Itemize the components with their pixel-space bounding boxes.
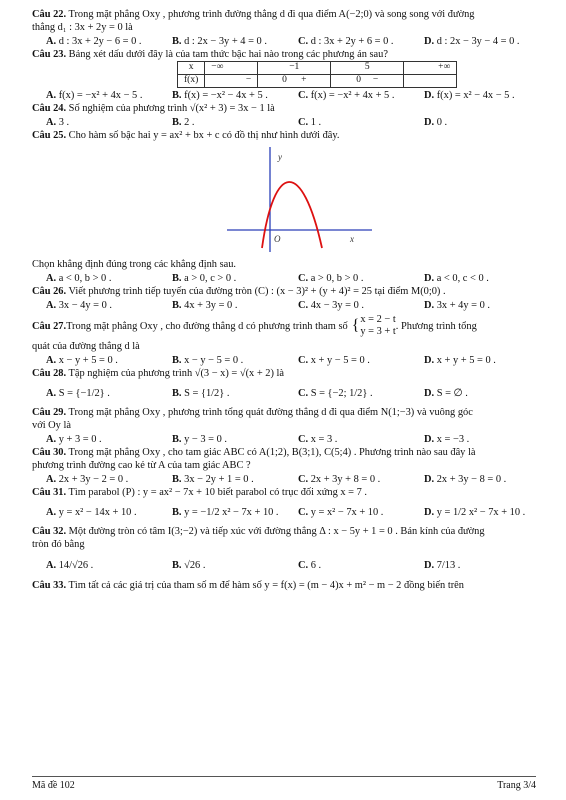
option-b[interactable]: B. x − y − 5 = 0 . xyxy=(172,354,244,366)
option-c[interactable]: C. 1 . xyxy=(298,116,322,128)
option-c[interactable]: C. 6 . xyxy=(298,559,322,571)
option-a[interactable]: A. y = x² − 14x + 10 . xyxy=(46,506,137,518)
origin-label: O xyxy=(274,234,281,244)
option-d[interactable]: D. 0 . xyxy=(424,116,448,128)
option-d[interactable]: D. y = 1/2 x² − 7x + 10 . xyxy=(424,506,526,518)
exam-page xyxy=(32,8,536,592)
option-d[interactable]: D. 2x + 3y − 8 = 0 . xyxy=(424,473,507,485)
option-b[interactable]: B. y = −1/2 x² − 7x + 10 . xyxy=(172,506,279,518)
options-29 xyxy=(32,432,536,446)
option-b[interactable]: B. y − 3 = 0 . xyxy=(172,433,228,445)
options-32 xyxy=(32,551,536,579)
options-28 xyxy=(32,380,536,406)
option-c[interactable]: C. y = x² − 7x + 10 . xyxy=(298,506,384,518)
option-a[interactable]: A. x − y + 5 = 0 . xyxy=(46,354,118,366)
question-27: Câu 27. Trong mặt phẳng Oxy , cho đường thẳng d có phương trình tham số { x = 2 − t y = 3 + t . Phương trình tổng xyxy=(32,314,477,337)
options-30 xyxy=(32,472,536,486)
option-b[interactable]: B. a > 0, c > 0 . xyxy=(172,272,237,284)
option-c[interactable]: C. 2x + 3y + 8 = 0 . xyxy=(298,473,381,485)
page-number: Trang 3/4 xyxy=(497,780,536,791)
page-footer xyxy=(32,776,536,793)
option-b[interactable]: B. 4x + 3y = 0 . xyxy=(172,299,238,311)
sign-table-fx: f(x) xyxy=(178,75,205,88)
option-a[interactable]: A. 2x + 3y − 2 = 0 . xyxy=(46,473,129,485)
question-32-cont: tròn đó bằng xyxy=(32,539,85,550)
option-c[interactable]: C. f(x) = −x² + 4x + 5 . xyxy=(298,89,395,101)
option-b[interactable]: B. √26 . xyxy=(172,559,206,571)
question-27-cont: quát của đường thẳng d là xyxy=(32,341,140,352)
question-32: Câu 32. Một đường tròn có tâm I(3;−2) và tiếp xúc với đường thẳng Δ : x − 5y + 1 = 0 . Bán kính của đường xyxy=(32,526,485,537)
option-d[interactable]: D. 3x + 4y = 0 . xyxy=(424,299,491,311)
option-a[interactable]: A. 3 . xyxy=(46,116,70,128)
question-23: Câu 23. Bảng xét dấu dưới đây là của tam thức bậc hai nào trong các phương án sau? xyxy=(32,49,388,60)
options-31 xyxy=(32,499,536,525)
question-29-cont: với Oy là xyxy=(32,420,71,431)
question-31: Câu 31. Tìm parabol (P) : y = ax² − 7x + 10 biết parabol có trục đối xứng x = 7 . xyxy=(32,487,368,498)
options-26 xyxy=(32,298,536,312)
options-27 xyxy=(32,353,536,367)
options-23 xyxy=(32,88,536,102)
option-c[interactable]: C. d : 3x + 2y + 6 = 0 . xyxy=(298,35,394,47)
option-d[interactable]: D. 7/13 . xyxy=(424,559,461,571)
option-b[interactable]: B. f(x) = −x² − 4x + 5 . xyxy=(172,89,268,101)
exam-code: Mã đề 102 xyxy=(32,780,75,791)
parabola-graph xyxy=(222,142,536,258)
option-c[interactable]: C. x = 3 . xyxy=(298,433,338,445)
question-30-cont: phương trình đường cao kẻ từ A của tam giác ABC ? xyxy=(32,460,251,471)
option-d[interactable]: D. f(x) = x² − 4x − 5 . xyxy=(424,89,515,101)
sign-table: x −∞ −1 5 +∞ f(x) − 0 + 0 − xyxy=(177,61,457,88)
question-30: Câu 30. Trong mặt phẳng Oxy , cho tam giác ABC có A(1;2), B(3;1), C(5;4) . Phương trình nào sau đây là xyxy=(32,447,476,458)
y-axis-label: y xyxy=(278,152,282,162)
option-c[interactable]: C. 4x − 3y = 0 . xyxy=(298,299,365,311)
question-26: Câu 26. Viết phương trình tiếp tuyến của đường tròn (C) : (x − 3)² + (y + 4)² = 25 tại điểm M(0;0) . xyxy=(32,286,446,297)
option-d[interactable]: D. x = −3 . xyxy=(424,433,470,445)
option-a[interactable]: A. 3x − 4y = 0 . xyxy=(46,299,113,311)
option-a[interactable]: A. f(x) = −x² + 4x − 5 . xyxy=(46,89,143,101)
option-b[interactable]: B. 3x − 2y + 1 = 0 . xyxy=(172,473,254,485)
question-25: Câu 25. Cho hàm số bậc hai y = ax² + bx + c có đồ thị như hình dưới đây. xyxy=(32,130,340,141)
parametric-system: x = 2 − t y = 3 + t xyxy=(360,314,396,337)
option-b[interactable]: B. S = {1/2} . xyxy=(172,387,230,399)
option-a[interactable]: A. a < 0, b > 0 . xyxy=(46,272,112,284)
option-d[interactable]: D. a < 0, c < 0 . xyxy=(424,272,489,284)
question-22 xyxy=(32,8,536,21)
options-24 xyxy=(32,115,536,129)
question-22-cont: thẳng d₁ : 3x + 2y = 0 là xyxy=(32,22,133,33)
option-c[interactable]: C. S = {−2; 1/2} . xyxy=(298,387,373,399)
option-b[interactable]: B. 2 . xyxy=(172,116,195,128)
option-a[interactable]: A. d : 3x + 2y − 6 = 0 . xyxy=(46,35,142,47)
question-33: Câu 33. Tìm tất cả các giá trị của tham số m để hàm số y = f(x) = (m − 4)x + m² − m − 2 đồng biến trên xyxy=(32,580,464,591)
option-c[interactable]: C. a > 0, b > 0 . xyxy=(298,272,364,284)
question-29: Câu 29. Trong mặt phẳng Oxy , phương trình tổng quát đường thẳng d đi qua điểm N(1;−3) và vuông góc xyxy=(32,407,473,418)
question-text: Trong mặt phẳng Oxy , phương trình đường thẳng d đi qua điểm A(−2;0) và song song với đường xyxy=(66,9,475,20)
question-24: Câu 24. Số nghiệm của phương trình √(x² + 3) = 3x − 1 là xyxy=(32,103,275,114)
option-d[interactable]: D. S = ∅ . xyxy=(424,387,468,399)
option-a[interactable]: A. 14/√26 . xyxy=(46,559,94,571)
x-axis-label: x xyxy=(350,234,354,244)
question-25-cont: Chọn khẳng định đúng trong các khẳng định sau. xyxy=(32,259,237,270)
option-d[interactable]: D. x + y + 5 = 0 . xyxy=(424,354,496,366)
options-22 xyxy=(32,34,536,48)
question-number: Câu 22. xyxy=(32,9,67,20)
option-a[interactable]: A. y + 3 = 0 . xyxy=(46,433,102,445)
question-28: Câu 28. Tập nghiệm của phương trình √(3 − x) = √(x + 2) là xyxy=(32,368,285,379)
option-d[interactable]: D. d : 2x − 3y − 4 = 0 . xyxy=(424,35,520,47)
option-a[interactable]: A. S = {−1/2} . xyxy=(46,387,110,399)
options-25 xyxy=(32,271,536,285)
option-c[interactable]: C. x + y − 5 = 0 . xyxy=(298,354,370,366)
sign-table-x: x xyxy=(178,62,205,75)
option-b[interactable]: B. d : 2x − 3y + 4 = 0 . xyxy=(172,35,267,47)
